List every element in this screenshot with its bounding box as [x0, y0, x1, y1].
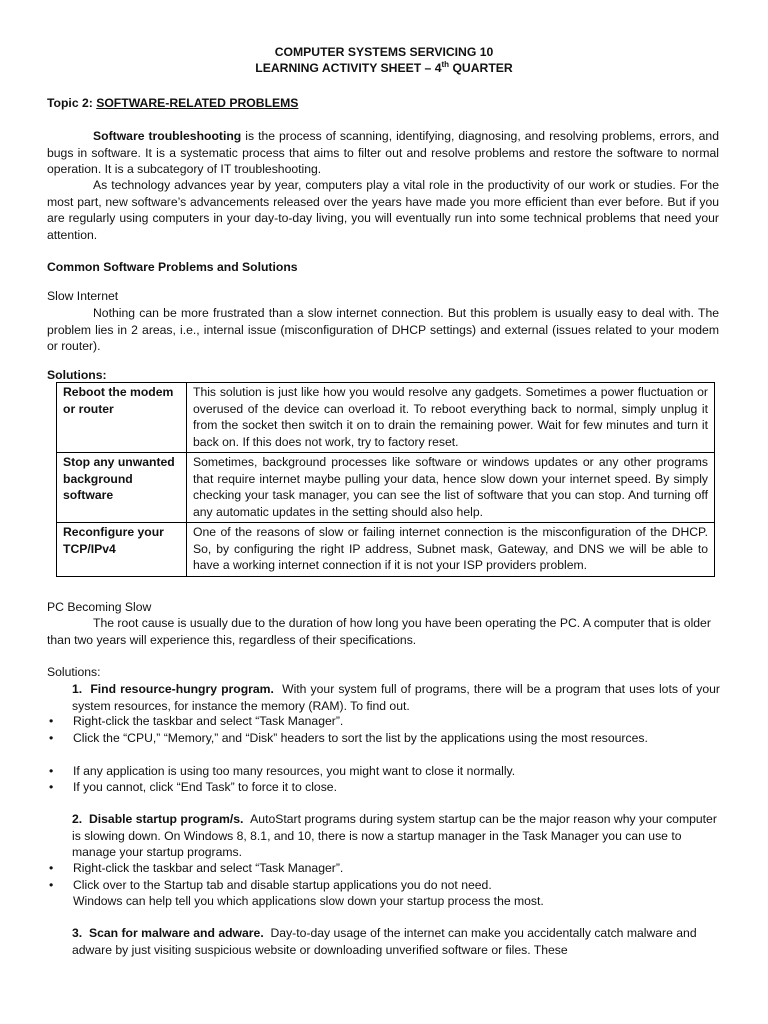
- item-number: 2.: [72, 812, 83, 826]
- bullet-icon: •: [49, 780, 54, 794]
- list-item-text: Right-click the taskbar and select “Task Manager”.: [73, 861, 344, 875]
- item-text: AutoStart programs during system startup can be the major reason why your computer is slowing down. On Windows 8, 8.1, and 10, there is now a startup manager in the Task Manager you can use to manage your startup programs.: [72, 812, 717, 859]
- bullet-icon: •: [49, 861, 54, 875]
- topic-heading: [47, 95, 298, 112]
- list-item: [49, 877, 713, 894]
- pc-slow-solutions-label: Solutions:: [47, 665, 101, 679]
- list-item: [49, 763, 713, 780]
- header-subtitle: [0, 60, 768, 76]
- topic-title: SOFTWARE-RELATED PROBLEMS: [96, 96, 299, 110]
- bullet-icon: •: [49, 714, 54, 728]
- slow-internet-solutions-label: Solutions:: [47, 368, 107, 382]
- intro-term: Software troubleshooting: [93, 129, 242, 143]
- item-text: With your system full of programs, there will be a program that uses lots of your system resources, for instance the memory (RAM). To find out.: [72, 682, 720, 713]
- intro-paragraph-2: As technology advances year by year, computers play a vital role in the productivity of our work or studies. For the most part, new software’s advancements released over the years have made you more efficient than ever before. But if you are regularly using computers in your day-to-day living, you will eventually run into some technical problems that need your attention.: [47, 178, 719, 242]
- intro-paragraph-1: [47, 128, 719, 178]
- list-item: [49, 730, 685, 747]
- solution-key: Stop any unwanted background software: [57, 453, 187, 523]
- item-title: Find resource-hungry program.: [90, 682, 274, 696]
- solution-value: This solution is just like how you would resolve any gadgets. Sometimes a power fluctuation or overused of the device can overload it. To reboot everything back to normal, simply unplug it from the socket then switch it on to drain the remaining power. Wait for few minutes and turn it back on. If this does not work, try to factory reset.: [187, 383, 715, 453]
- solution-value: One of the reasons of slow or failing internet connection is the misconfiguration of the DHCP. So, by configuring the right IP address, Subnet mask, Gateway, and DNS we will be able to have a working internet connection if it is not your ISP providers problem.: [187, 523, 715, 577]
- bullet-icon: •: [49, 878, 54, 892]
- header-subtitle-text: LEARNING ACTIVITY SHEET – 4: [255, 61, 442, 75]
- table-row: [57, 383, 715, 453]
- solution-key: Reboot the modem or router: [57, 383, 187, 453]
- document-header: [0, 44, 768, 76]
- header-subtitle-end: QUARTER: [449, 61, 513, 75]
- list-item-text: If any application is using too many resources, you might want to close it normally.: [73, 764, 516, 778]
- table-row: [57, 453, 715, 523]
- slow-internet-paragraph: Nothing can be more frustrated than a slow internet connection. But this problem is usually easy to deal with. The problem lies in 2 areas, i.e., internal issue (misconfiguration of DHCP settings) and external (issues related to your modem or router).: [47, 306, 719, 353]
- header-superscript: th: [441, 59, 450, 69]
- intro-definition: is the process of scanning, identifying, diagnosing, and resolving problems, errors, and bugs in software. It is a systematic process that aims to filter out and resolve problems and restore the software to normal operation. It is a subcategory of IT troubleshooting.: [47, 129, 719, 176]
- header-title: COMPUTER SYSTEMS SERVICING 10: [274, 45, 494, 59]
- slow-internet-heading: Slow Internet: [47, 289, 119, 303]
- list-item-text: Right-click the taskbar and select “Task Manager”.: [73, 714, 344, 728]
- list-item-text: Click the “CPU,” “Memory,” and “Disk” headers to sort the list by the applications using the most resources.: [73, 731, 648, 745]
- list-item-text: Click over to the Startup tab and disable startup applications you do not need.: [73, 878, 492, 892]
- bullet-icon: •: [49, 731, 54, 745]
- bullet-icon: •: [49, 764, 54, 778]
- common-problems-heading: Common Software Problems and Solutions: [47, 260, 298, 274]
- solutions-table: [56, 382, 715, 577]
- pc-slow-heading: PC Becoming Slow: [47, 600, 152, 614]
- list-item: [49, 713, 713, 730]
- item-number: 3.: [72, 926, 83, 940]
- list-item: [49, 779, 713, 796]
- solution-value: Sometimes, background processes like software or windows updates or any other programs that require internet maybe pulling your data, hence slow down your internet speed. By simply checking your task manager, you can see the list of software that you can stop. And turning off any automatic updates in the setting should also help.: [187, 453, 715, 523]
- list-item-text: If you cannot, click “End Task” to force it to close.: [73, 780, 337, 794]
- solution-item-2: [72, 811, 720, 861]
- solution-item-1: [72, 681, 720, 714]
- topic-prefix: Topic 2:: [47, 96, 97, 110]
- item-text: Day-to-day usage of the internet can make you accidentally catch malware and adware by just visiting suspicious website or downloading unverified software or files. These: [72, 926, 697, 957]
- item-title: Disable startup program/s.: [88, 812, 244, 826]
- pc-slow-paragraph: The root cause is usually due to the duration of how long you have been operating the PC. A computer that is older than two years will experience this, regardless of their specifications.: [47, 616, 711, 647]
- item-title: Scan for malware and adware.: [88, 926, 264, 940]
- item-2-trailing-note: Windows can help tell you which applications slow down your startup process the most.: [73, 894, 544, 908]
- item-number: 1.: [72, 682, 83, 696]
- table-row: [57, 523, 715, 577]
- solution-item-3: [72, 925, 720, 958]
- list-item: [49, 860, 713, 877]
- solution-key: Reconfigure your TCP/IPv4: [57, 523, 187, 577]
